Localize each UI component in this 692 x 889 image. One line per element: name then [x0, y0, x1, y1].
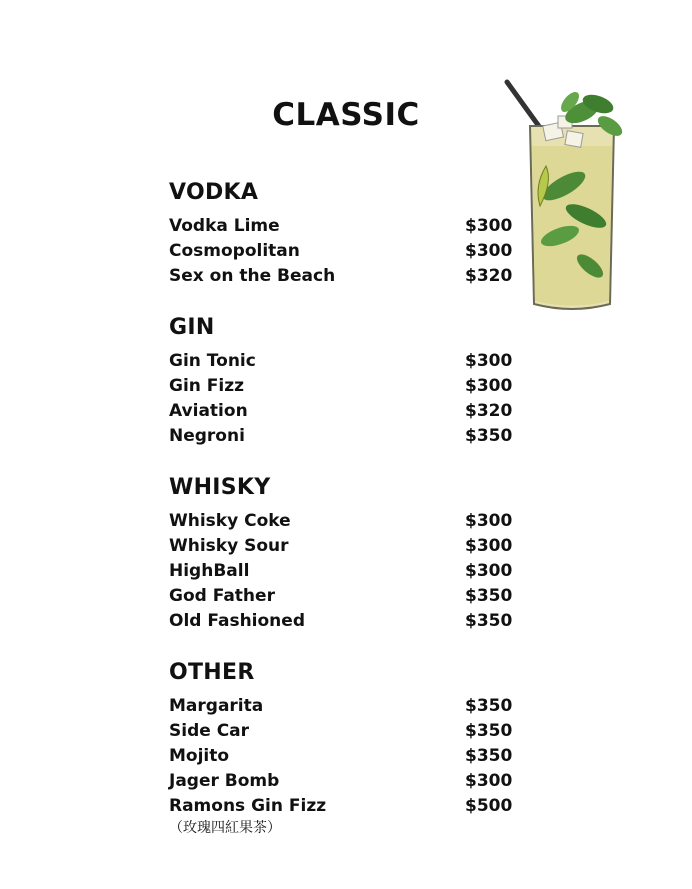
menu-item	[169, 374, 513, 399]
menu-item	[169, 694, 513, 719]
menu-item	[169, 769, 513, 794]
item-name: Jager Bomb	[169, 771, 280, 791]
item-name: Sex on the Beach	[169, 266, 336, 286]
menu-item	[169, 744, 513, 769]
item-price: $350	[465, 721, 513, 741]
menu-item	[169, 609, 513, 634]
menu-item	[169, 534, 513, 559]
item-price: $350	[465, 746, 513, 766]
item-price: $320	[465, 266, 513, 286]
item-price: $350	[465, 586, 513, 606]
menu-section-vodka	[169, 178, 513, 289]
section-title: WHISKY	[169, 475, 271, 500]
menu-item	[169, 214, 513, 239]
item-name: Negroni	[169, 426, 245, 446]
item-price: $350	[465, 611, 513, 631]
item-note: （玫瑰四紅果茶）	[169, 820, 281, 836]
menu-item	[169, 719, 513, 744]
menu-item	[169, 559, 513, 584]
item-price: $300	[465, 241, 513, 261]
menu-item	[169, 424, 513, 449]
menu-item	[169, 349, 513, 374]
menu-item	[169, 509, 513, 534]
item-name: Mojito	[169, 746, 230, 766]
item-price: $350	[465, 696, 513, 716]
menu-item	[169, 794, 513, 819]
menu-section-other	[169, 658, 513, 837]
item-price: $300	[465, 511, 513, 531]
item-name: Ramons Gin Fizz	[169, 796, 327, 816]
item-name: Whisky Coke	[169, 511, 291, 531]
item-name: Whisky Sour	[169, 536, 289, 556]
item-price: $300	[465, 351, 513, 371]
mojito-cocktail-illustration	[498, 76, 634, 318]
item-name: HighBall	[169, 561, 250, 581]
section-title: VODKA	[169, 180, 259, 205]
item-price: $350	[465, 426, 513, 446]
item-price: $300	[465, 536, 513, 556]
item-name: Vodka Lime	[169, 216, 280, 236]
menu-item	[169, 264, 513, 289]
item-price: $500	[465, 796, 513, 816]
item-name: Old Fashioned	[169, 611, 305, 631]
item-price: $300	[465, 771, 513, 791]
item-name: Cosmopolitan	[169, 241, 300, 261]
section-title: OTHER	[169, 660, 255, 685]
menu-list	[169, 178, 513, 861]
item-name: Margarita	[169, 696, 264, 716]
item-name: Side Car	[169, 721, 250, 741]
menu-section-whisky	[169, 473, 513, 634]
item-price: $300	[465, 216, 513, 236]
item-name: Aviation	[169, 401, 248, 421]
menu-section-gin	[169, 313, 513, 449]
item-name: Gin Tonic	[169, 351, 256, 371]
item-price: $300	[465, 376, 513, 396]
item-name: Gin Fizz	[169, 376, 245, 396]
menu-item	[169, 399, 513, 424]
menu-item	[169, 239, 513, 264]
item-name: God Father	[169, 586, 275, 606]
item-price: $300	[465, 561, 513, 581]
item-price: $320	[465, 401, 513, 421]
page-title: CLASSIC	[272, 97, 420, 133]
menu-item	[169, 584, 513, 609]
section-title: GIN	[169, 315, 215, 340]
